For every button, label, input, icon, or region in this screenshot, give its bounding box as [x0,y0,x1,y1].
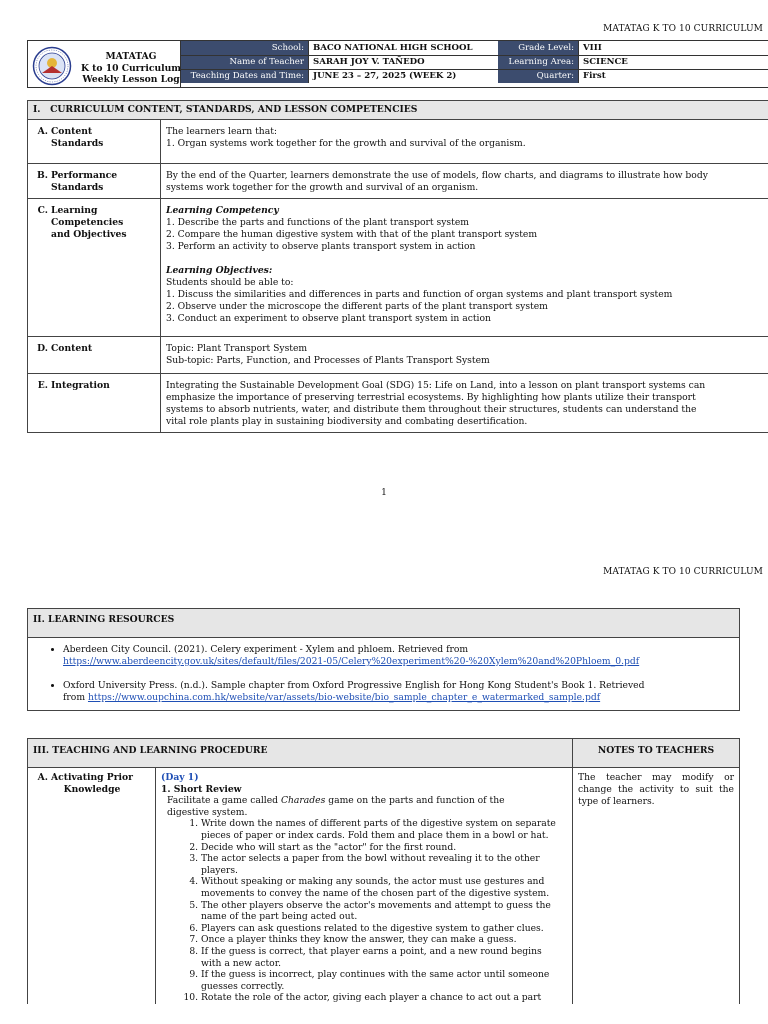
content-text [161,337,768,374]
step-item: 7. Once a player thinks they know the answer, they can make a guess. [201,934,561,946]
resource-2-prefix: from [63,692,88,703]
lc-item: 2. Compare the human digestive system with that of the plant transport system [166,229,538,240]
competencies-text [161,199,768,337]
resources-cell [28,638,740,711]
charades-intro [161,795,567,807]
resource-2-text: Oxford University Press. (n.d.). Sample chapter from Oxford Progressive English for Hong Kong Student's Book 1. Retrieved [63,680,645,691]
grade-label: Grade Level: [498,41,578,55]
header-title-line1: MATATAG [105,51,157,62]
lo-item: 3. Conduct an experiment to observe plant transport system in action [166,313,491,324]
section1-heading-number: I. [33,104,41,115]
step-item: 2. Decide who will start as the "actor" for the first round. [201,842,561,854]
learning-resources-table [27,608,740,711]
step-item: 10. Rotate the role of the actor, giving each player a chance to act out a part [201,992,561,1004]
school-value: BACO NATIONAL HIGH SCHOOL [308,41,498,55]
lo-intro: Students should be able to: [166,277,294,288]
resource-1-link[interactable]: https://www.aberdeencity.gov.uk/sites/default/files/2021-05/Celery%20experiment%20-%20Xylem%20and%20Phloem_0.pdf [63,656,640,667]
competencies-label-2: Competencies [51,217,124,228]
learning-competency-title: Learning Competency [166,205,279,216]
step-item: 9. If the guess is incorrect, play continues with the same actor until someone guesses correctly. [201,969,561,992]
step-item: 8. If the guess is correct, that player earns a point, and a new round begins with a new actor. [201,946,561,969]
performance-standards-label-2: Standards [51,182,104,193]
charades-steps [161,818,561,1004]
grade-value: VIII [578,41,768,55]
charades-intro-post: game on the parts and function of the [325,795,505,807]
content-standards-text [161,120,768,164]
area-value: SCIENCE [578,55,768,69]
dates-value: JUNE 23 – 27, 2025 (WEEK 2) [308,69,498,83]
performance-standards-line1: By the end of the Quarter, learners demonstrate the use of models, flow charts, and diagrams to illustrate how body [166,170,708,181]
content-standards-key: A. [37,126,48,137]
deped-seal-icon [29,46,75,86]
area-label: Learning Area: [498,55,578,69]
content-label-1: Content [51,343,93,354]
teacher-note: The teacher may modify or change the activity to suit the type of learners. [578,772,734,807]
short-review-title: 1. Short Review [161,783,242,795]
competencies-key: C. [37,205,48,216]
page-number: 1 [381,488,387,498]
section2-heading: II. LEARNING RESOURCES [28,609,740,638]
resource-1-text: Aberdeen City Council. (2021). Celery experiment - Xylem and phloem. Retrieved from [63,644,469,655]
charades-intro-line2: digestive system. [167,806,248,818]
performance-standards-key: B. [37,170,48,181]
integration-label [28,374,161,433]
performance-standards-label-1: Performance [51,170,118,181]
integration-text [161,374,768,433]
integration-label-1: Integration [51,380,110,391]
content-standards-label-1: Content [51,126,93,137]
quarter-label: Quarter: [498,69,578,83]
performance-standards-line2: systems work together for the growth and survival of an organism. [166,182,479,193]
integration-key: E. [37,380,48,391]
teacher-label: Name of Teacher [181,55,308,69]
integration-line4: vital role plants play in sustaining biodiversity and combating desertification. [166,416,528,427]
performance-standards-label [28,164,161,199]
integration-line3: systems to absorb nutrients, water, and distribute them throughout their structures, students can understand the [166,404,697,415]
learning-objectives-title: Learning Objectives: [166,265,273,276]
content-standards-label-2: Standards [51,138,104,149]
lc-item: 1. Describe the parts and functions of the plant transport system [166,217,469,228]
step-item: 3. The actor selects a paper from the bowl without revealing it to the other players. [201,853,561,876]
section3-heading: III. TEACHING AND LEARNING PROCEDURE [28,739,573,768]
notes-heading: NOTES TO TEACHERS [573,739,740,768]
header-title [76,51,186,86]
charades-intro-em: Charades [280,795,326,807]
notes-cell [573,768,740,1004]
dates-label: Teaching Dates and Time: [181,69,308,83]
resource-2-link[interactable]: https://www.oupchina.com.hk/website/var/assets/bio-website/bio_sample_chapter_e_watermarked_sample.pdf [87,692,601,703]
header-title-line2: K to 10 Curriculum [80,62,182,74]
step-item: 1. Write down the names of different parts of the digestive system on separate pieces of paper or index cards. Fold them and place them in a bowl or hat. [201,818,561,841]
header-title-line3: Weekly Lesson Log [82,74,180,85]
resource-item [63,680,734,704]
competencies-label [28,199,161,337]
activating-label [28,768,156,1004]
lo-item: 2. Observe under the microscope the different parts of the plant transport system [166,301,548,312]
activating-label-2: Knowledge [63,784,121,795]
content-label [28,337,161,374]
charades-intro-pre: Facilitate a game called [167,795,281,807]
step-item: 5. The other players observe the actor's movements and attempt to guess the name of the part being acted out. [201,900,561,923]
lc-item: 3. Perform an activity to observe plants transport system in action [166,241,476,252]
teacher-value: SARAH JOY V. TAÑEDO [308,55,498,69]
competencies-label-1: Learning [51,205,98,216]
activating-content [156,768,573,1004]
curriculum-table [27,100,768,433]
content-standards-label [28,120,161,164]
step-item: 4. Without speaking or making any sounds, the actor must use gestures and movements to convey the name of the chosen part of the digestive system. [201,876,561,899]
content-line1: Topic: Plant Transport System [166,343,308,354]
activating-label-1: Activating Prior [51,772,133,783]
step-item: 6. Players can ask questions related to the digestive system to gather clues. [201,923,561,935]
procedure-table [27,738,740,1004]
content-key: D. [37,343,48,354]
school-label: School: [181,41,308,55]
section1-heading-text: CURRICULUM CONTENT, STANDARDS, AND LESSON COMPETENCIES [50,104,418,115]
resource-item [63,644,734,668]
lo-item: 1. Discuss the similarities and differences in parts and function of organ systems and plant transport system [166,289,673,300]
day-label: (Day 1) [161,772,199,783]
integration-line2: emphasize the importance of preserving terrestrial ecosystems. By highlighting how plants utilize their transport [166,392,696,403]
competencies-label-3: and Objectives [51,229,127,240]
content-standards-line1: The learners learn that: [166,126,277,137]
running-head: MATATAG K TO 10 CURRICULUM [603,24,763,34]
running-head-page2: MATATAG K TO 10 CURRICULUM [603,567,763,577]
section1-heading [28,101,768,120]
content-line2: Sub-topic: Parts, Function, and Processes of Plants Transport System [166,355,490,366]
integration-line1: Integrating the Sustainable Development Goal (SDG) 15: Life on Land, into a lesson on plant transport systems can [166,380,706,391]
content-standards-line2: 1. Organ systems work together for the growth and survival of the organism. [166,138,526,149]
quarter-value: First [578,69,768,83]
performance-standards-text [161,164,768,199]
activating-key: A. [37,772,48,783]
